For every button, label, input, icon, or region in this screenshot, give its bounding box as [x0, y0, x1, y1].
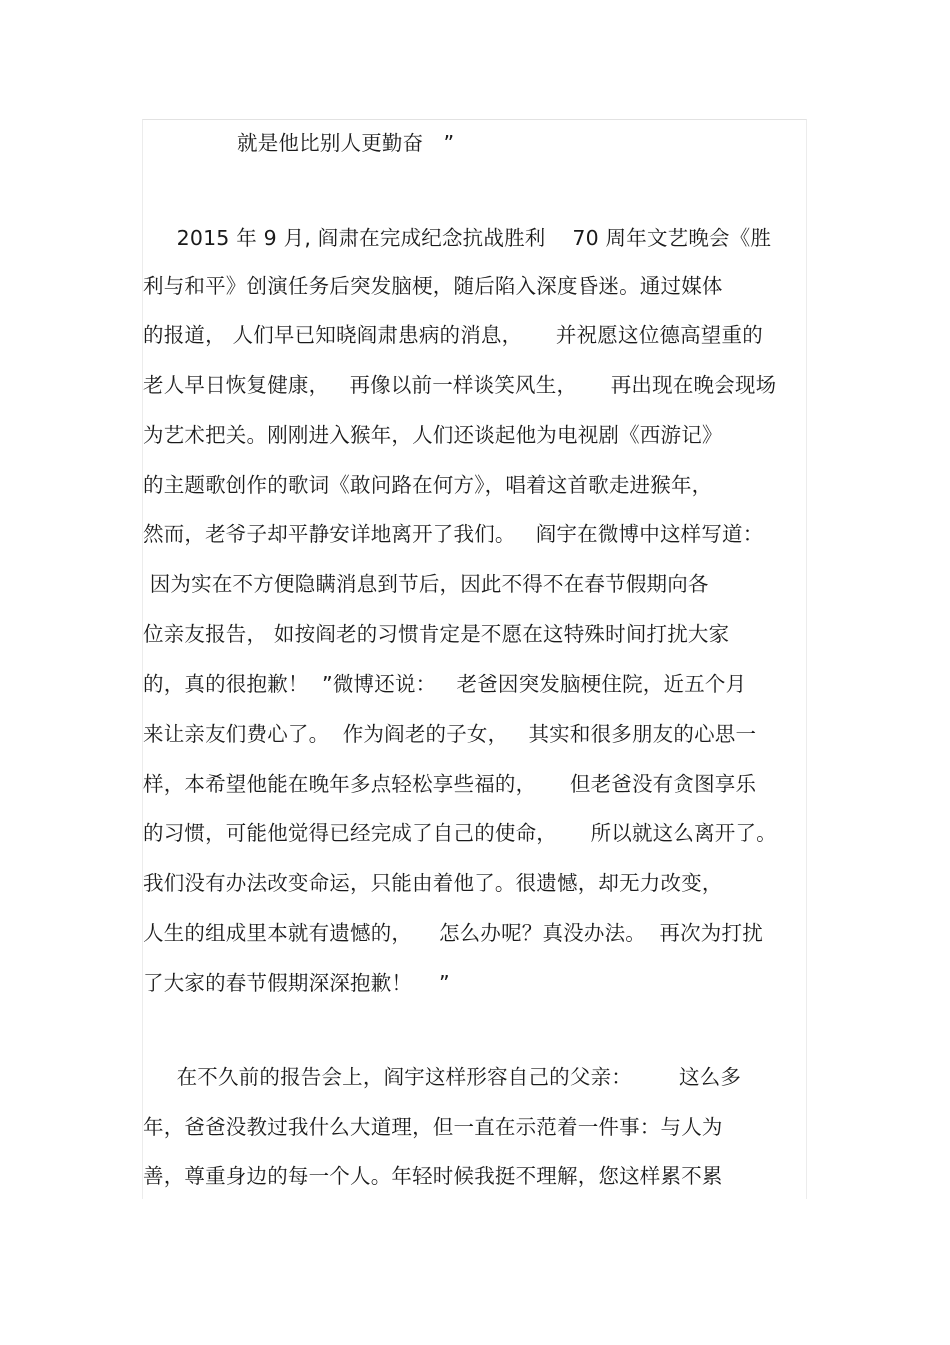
text-line: 的习惯，可能他觉得已经完成了自己的使命， 所以就这么离开了。	[143, 821, 777, 845]
text-line: 人生的组成里本就有遗憾的， 怎么办呢？真没办法。 再次为打扰	[143, 921, 763, 945]
text-line: 在不久前的报告会上，阎宇这样形容自己的父亲： 这么多	[143, 1065, 742, 1089]
text-line: 年，爸爸没教过我什么大道理，但一直在示范着一件事：与人为	[143, 1115, 723, 1139]
text-line: 利与和平》创演任务后突发脑梗，随后陷入深度昏迷。通过媒体	[143, 274, 723, 298]
text-line: 为艺术把关。刚刚进入猴年，人们还谈起他为电视剧《西游记》	[143, 423, 723, 447]
text-line: 就是他比别人更勤奋 ”	[143, 131, 455, 155]
text-line: 了大家的春节假期深深抱歉！ ”	[143, 971, 450, 995]
text-line: 的主题歌创作的歌词《敢问路在何方》，唱着这首歌走进猴年，	[143, 473, 713, 497]
text-line: 样，本希望他能在晚年多点轻松享些福的， 但老爸没有贪图享乐	[143, 772, 757, 796]
text-line: 因为实在不方便隐瞒消息到节后，因此不得不在春节假期向各	[143, 572, 709, 596]
text-line: 位亲友报告， 如按阎老的习惯肯定是不愿在这特殊时间打扰大家	[143, 622, 730, 646]
text-line: 老人早日恢复健康， 再像以前一样谈笑风生， 再出现在晚会现场	[143, 373, 777, 397]
text-line: 然而，老爷子却平静安详地离开了我们。 阎宇在微博中这样写道：	[143, 522, 764, 546]
text-line: 来让亲友们费心了。 作为阎老的子女， 其实和很多朋友的心思一	[143, 722, 757, 746]
text-line: 善，尊重身边的每一个人。年轻时候我挺不理解，您这样累不累	[143, 1164, 723, 1188]
text-line: 的报道， 人们早已知晓阎肃患病的消息， 并祝愿这位德高望重的	[143, 323, 763, 347]
text-line: 的，真的很抱歉！ ”微博还说： 老爸因突发脑梗住院，近五个月	[143, 672, 747, 696]
text-line: 2015 年 9 月, 阎肃在完成纪念抗战胜利 70 周年文艺晚会《胜	[143, 226, 772, 250]
text-line: 我们没有办法改变命运，只能由着他了。很遗憾，却无力改变，	[143, 871, 723, 895]
